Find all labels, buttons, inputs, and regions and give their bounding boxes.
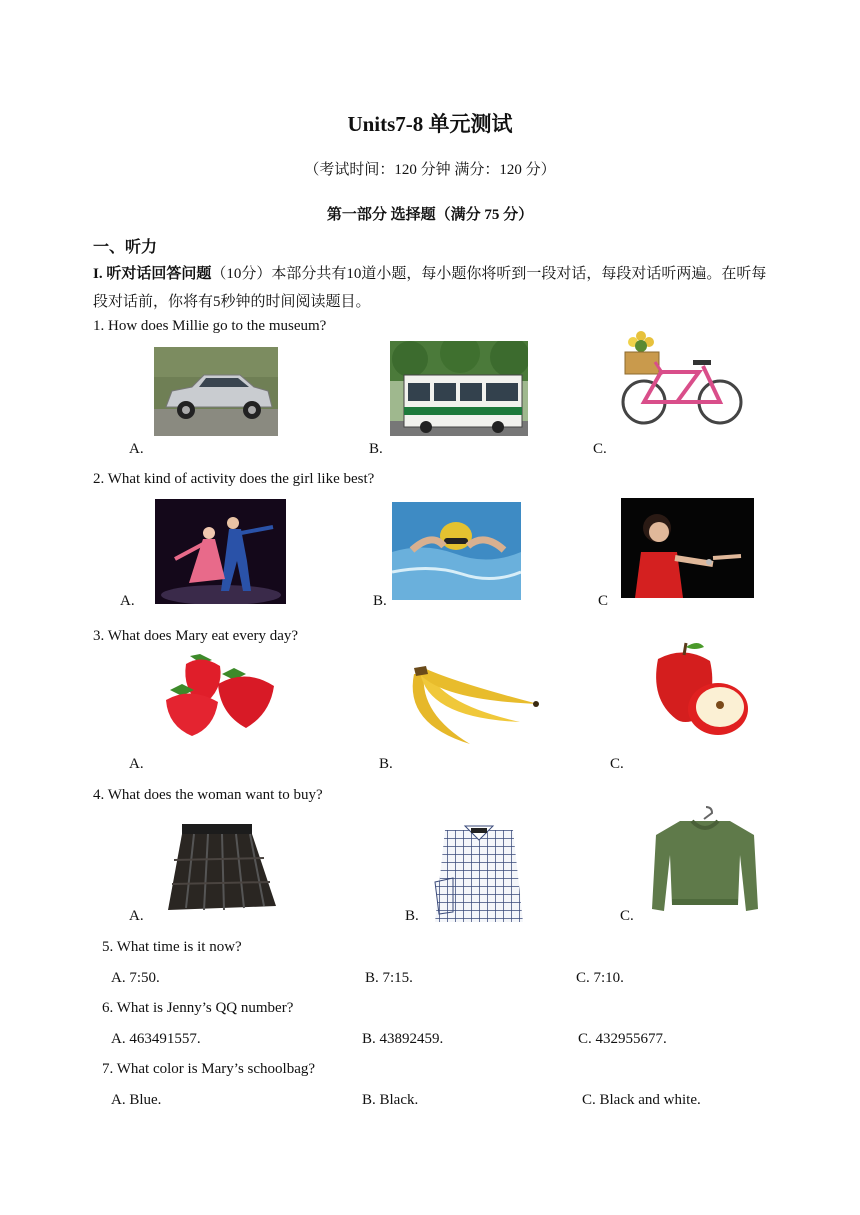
q2-option-c: C <box>598 593 609 609</box>
q1-option-b: B. <box>369 441 383 457</box>
strawberries-photo <box>160 650 280 738</box>
q1-option-c: C. <box>593 441 607 457</box>
instruction-text: （10分）本部分共有10道小题，每小题你将听到一段对话，每段对话听两遍。在听每段对话前，你将有5秒钟的时间阅读题目。 <box>93 266 767 310</box>
bus-photo <box>390 341 528 436</box>
q4-option-b: B. <box>405 908 419 924</box>
q2-option-a: A. <box>120 593 135 609</box>
q3-option-b: B. <box>379 756 393 772</box>
question-3: 3. What does Mary eat every day? <box>93 628 299 644</box>
q5-option-a: A. 7:50. <box>111 970 160 986</box>
question-5: 5. What time is it now? <box>102 939 242 955</box>
q5-option-c: C. 7:10. <box>576 970 624 986</box>
q6-option-b: B. 43892459. <box>362 1031 444 1047</box>
q6-option-c: C. 432955677. <box>578 1031 667 1047</box>
swimming-photo <box>392 502 521 600</box>
bicycle-photo <box>619 326 747 427</box>
dancing-photo <box>155 499 286 604</box>
exam-info: （考试时间：120 分钟 满分：120 分） <box>304 162 556 178</box>
question-4: 4. What does the woman want to buy? <box>93 787 323 803</box>
car-photo <box>154 347 278 436</box>
q4-option-a: A. <box>129 908 144 924</box>
sweater-photo <box>650 805 760 917</box>
skirt-photo <box>164 820 278 912</box>
part-heading: 第一部分 选择题（满分 75 分） <box>326 207 534 223</box>
apples-photo <box>634 639 768 741</box>
instruction-label: I. 听对话回答问题 <box>93 266 212 282</box>
question-6: 6. What is Jenny’s QQ number? <box>102 1000 294 1016</box>
q7-option-c: C. Black and white. <box>582 1092 701 1108</box>
page-title: Units7-8 单元测试 <box>347 112 513 136</box>
bananas-photo <box>400 664 546 750</box>
singing-photo <box>621 498 754 598</box>
q1-option-a: A. <box>129 441 144 457</box>
q3-option-c: C. <box>610 756 624 772</box>
section-instruction <box>93 260 773 316</box>
shirt-photo <box>431 822 527 924</box>
question-1: 1. How does Millie go to the museum? <box>93 318 327 334</box>
q7-option-a: A. Blue. <box>111 1092 162 1108</box>
q7-option-b: B. Black. <box>362 1092 419 1108</box>
q5-option-b: B. 7:15. <box>365 970 413 986</box>
q6-option-a: A. 463491557. <box>111 1031 201 1047</box>
section-heading: 一、听力 <box>93 239 158 256</box>
question-2: 2. What kind of activity does the girl like best? <box>93 471 375 487</box>
question-7: 7. What color is Mary’s schoolbag? <box>102 1061 316 1077</box>
q2-option-b: B. <box>373 593 387 609</box>
q4-option-c: C. <box>620 908 634 924</box>
q3-option-a: A. <box>129 756 144 772</box>
